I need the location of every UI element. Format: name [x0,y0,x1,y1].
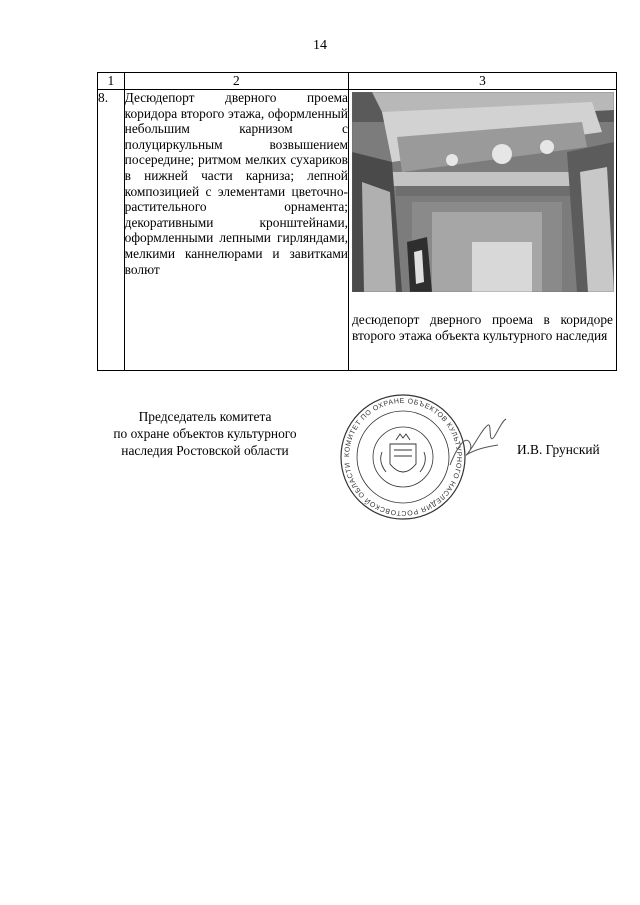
row-photo-cell [348,90,616,371]
page-number: 14 [313,38,327,53]
handwritten-signature-icon [448,415,508,475]
row-number: 8. [98,90,125,371]
seal-text: КОМИТЕТ ПО ОХРАНЕ ОБЪЕКТОВ КУЛЬТУРНОГО НАСЛЕДИЯ РОСТОВСКОЙ ОБЛАСТИ [343,397,463,517]
heritage-table [97,72,617,371]
header-col-1: 1 [98,73,125,90]
signatory-name: И.В. Грунский [517,442,600,457]
photo-caption: десюдепорт дверного проема в коридоре второго этажа объекта культурного наследия [351,312,613,343]
position-line: наследия Ростовской области [121,443,289,458]
doorway-photo [352,92,614,292]
position-line: Председатель комитета [138,409,272,424]
row-description: Десюдепорт дверного проема коридора второго этажа, оформленный небольшим карнизом с полуциркульным возвышением посередине; ритмом мелких сухариков в нижней части карниза; лепной композицией с элементами цветочно-растительного орнамента; декоративными кронштейнами, оформленными лепными гирляндами, мелкими каннелюрами и завитками волют [124,90,348,371]
table-header-row [98,73,617,90]
signatory-position [95,408,315,459]
header-col-3: 3 [348,73,616,90]
header-col-2: 2 [124,73,348,90]
table-row [98,90,617,371]
position-line: по охране объектов культурного [113,426,297,441]
svg-text:КОМИТЕТ ПО ОХРАНЕ ОБЪЕКТОВ КУЛ [344,398,462,516]
